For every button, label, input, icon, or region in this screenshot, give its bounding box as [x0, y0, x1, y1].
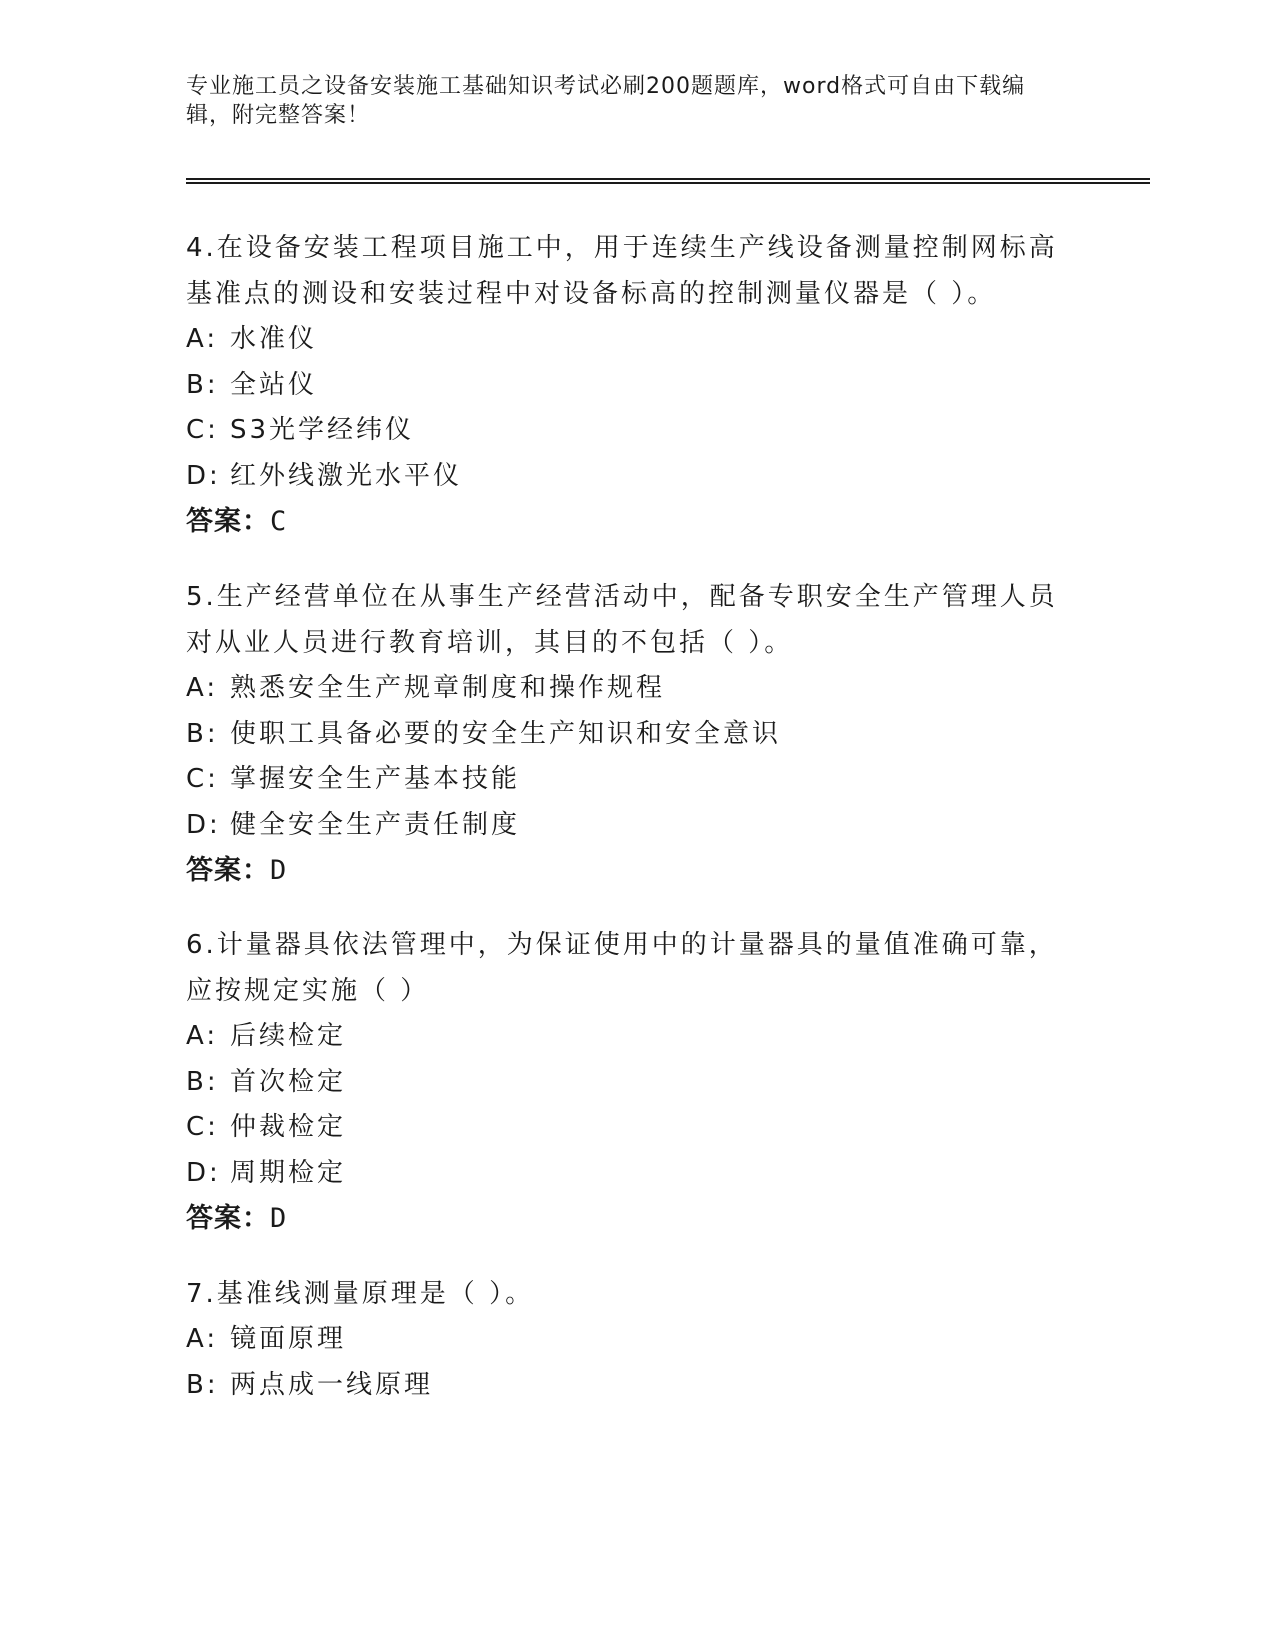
option-letter: A: [186, 673, 219, 703]
option-text: 健全安全生产责任制度 [230, 809, 521, 840]
option-a [186, 1014, 1086, 1060]
question-6 [186, 922, 1086, 1242]
option-text: 使职工具备必要的安全生产知识和安全意识 [230, 718, 782, 749]
option-text: 后续检定 [230, 1021, 347, 1051]
option-c [186, 408, 1086, 454]
option-text: 仲裁检定 [230, 1112, 347, 1142]
option-letter: A: [186, 324, 219, 354]
option-text: 镜面原理 [230, 1324, 347, 1354]
answer-value: D [270, 1203, 287, 1234]
option-letter: C: [186, 764, 219, 794]
answer-line [186, 499, 1086, 545]
option-letter: B: [186, 1369, 219, 1400]
option-letter: D: [186, 809, 221, 840]
document-header: 专业施工员之设备安装施工基础知识考试必刷200题题库，word格式可自由下载编辑，附完整答案！ [186, 74, 1026, 128]
option-text: 熟悉安全生产规章制度和操作规程 [230, 673, 666, 703]
question-stem: 6.计量器具依法管理中，为保证使用中的计量器具的量值准确可靠，应按规定实施（ ） [186, 930, 1058, 1006]
option-letter: B: [186, 369, 219, 400]
option-a [186, 666, 1086, 712]
option-b [186, 1363, 1086, 1409]
question-stem: 7.基准线测量原理是（ ）。 [186, 1279, 535, 1309]
header-divider-bottom [186, 182, 1150, 184]
option-letter: C: [186, 1112, 219, 1142]
header-divider-top [186, 178, 1150, 180]
option-text: 红外线激光水平仪 [230, 460, 463, 491]
option-text: 首次检定 [230, 1066, 347, 1097]
option-text: 水准仪 [230, 324, 318, 354]
question-4 [186, 225, 1086, 545]
option-letter: D: [186, 460, 221, 491]
answer-label: 答案： [186, 855, 270, 886]
option-b [186, 1060, 1086, 1106]
option-text: 全站仪 [230, 369, 318, 400]
option-text: 掌握安全生产基本技能 [230, 764, 521, 794]
option-text: S3光学经纬仪 [230, 415, 415, 445]
option-letter: B: [186, 718, 219, 749]
answer-value: C [270, 506, 287, 537]
answer-line [186, 848, 1086, 894]
question-5 [186, 574, 1086, 894]
option-d [186, 1151, 1086, 1197]
option-a [186, 317, 1086, 363]
answer-line [186, 1196, 1086, 1242]
option-d [186, 454, 1086, 500]
option-a [186, 1317, 1086, 1363]
option-text: 两点成一线原理 [230, 1369, 434, 1400]
option-d [186, 803, 1086, 849]
option-letter: A: [186, 1021, 219, 1051]
question-stem: 5.生产经营单位在从事生产经营活动中，配备专职安全生产管理人员对从业人员进行教育培训，其目的不包括（ ）。 [186, 582, 1058, 658]
option-letter: D: [186, 1157, 221, 1188]
option-letter: B: [186, 1066, 219, 1097]
answer-value: D [270, 855, 287, 886]
option-text: 周期检定 [230, 1157, 347, 1188]
question-7 [186, 1271, 1086, 1408]
option-b [186, 363, 1086, 409]
question-stem: 4.在设备安装工程项目施工中，用于连续生产线设备测量控制网标高基准点的测设和安装过程中对设备标高的控制测量仪器是（ ）。 [186, 233, 1058, 309]
option-letter: C: [186, 415, 219, 445]
answer-label: 答案： [186, 506, 270, 537]
option-letter: A: [186, 1324, 219, 1354]
answer-label: 答案： [186, 1203, 270, 1234]
option-b [186, 712, 1086, 758]
option-c [186, 757, 1086, 803]
option-c [186, 1105, 1086, 1151]
